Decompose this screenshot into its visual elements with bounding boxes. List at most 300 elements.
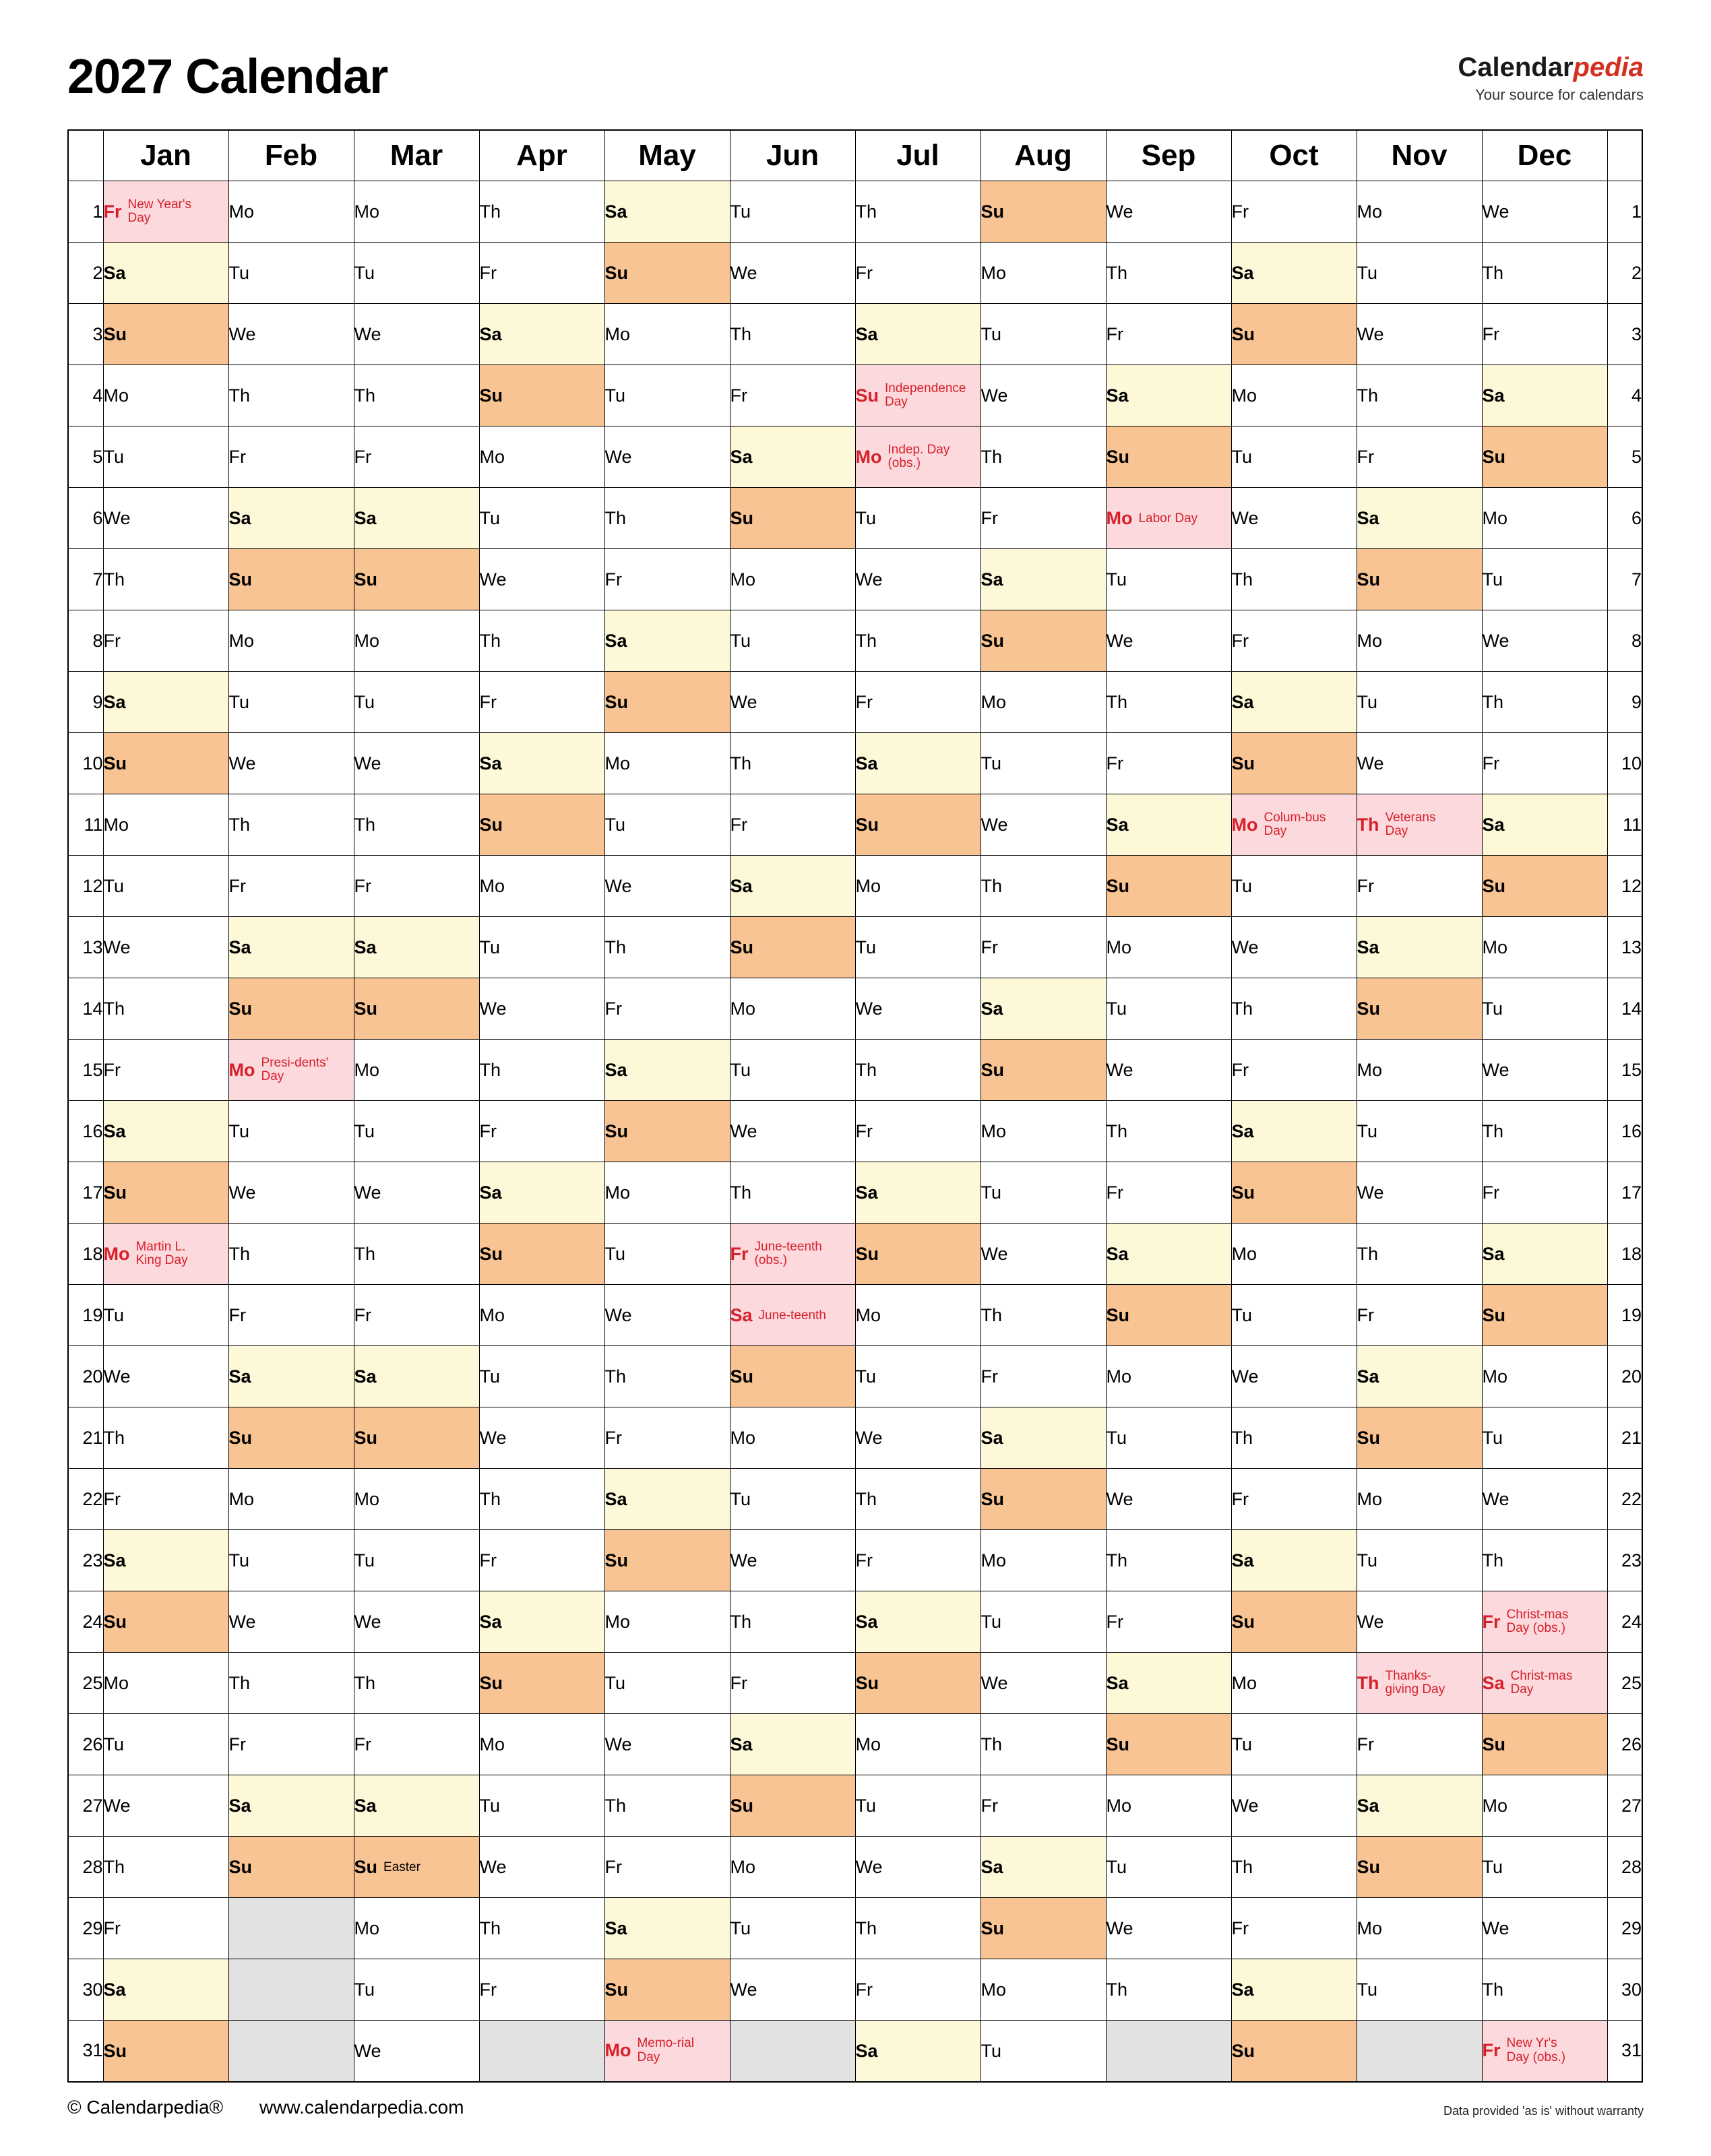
weekday-abbrev: Su: [103, 1612, 127, 1632]
table-row: [68, 549, 1642, 610]
day-cell: [1482, 243, 1607, 304]
day-cell: [604, 1040, 730, 1101]
day-number-right: 24: [1607, 1591, 1642, 1653]
day-cell: [604, 978, 730, 1040]
weekday-abbrev: We: [730, 1550, 757, 1571]
weekday-abbrev: Mo: [604, 753, 631, 774]
day-cell: [981, 1224, 1106, 1285]
holiday-label: Labor Day: [1138, 511, 1198, 526]
day-number-left: 22: [68, 1469, 103, 1530]
day-cell: [981, 1530, 1106, 1591]
day-cell: [103, 181, 228, 243]
weekday-abbrev: Th: [479, 1060, 501, 1081]
day-number-right: 27: [1607, 1775, 1642, 1837]
day-cell: [604, 1530, 730, 1591]
table-row: [68, 610, 1642, 672]
holiday-label: Christ-mas Day: [1510, 1668, 1573, 1697]
weekday-abbrev: Tu: [1106, 1428, 1127, 1449]
weekday-abbrev: Th: [479, 201, 501, 222]
weekday-abbrev: Mo: [354, 1918, 380, 1939]
weekday-abbrev: Fr: [228, 1305, 246, 1326]
weekday-abbrev: We: [1106, 1060, 1133, 1081]
weekday-abbrev: Th: [1231, 998, 1253, 1019]
weekday-abbrev: We: [103, 1366, 131, 1387]
weekday-abbrev: Mo: [1357, 1489, 1383, 1510]
day-cell: [354, 304, 479, 365]
day-cell: [604, 1959, 730, 2021]
weekday-abbrev: Sa: [604, 1060, 627, 1081]
day-cell: [855, 1837, 981, 1898]
weekday-abbrev: Th: [604, 1796, 627, 1816]
weekday-abbrev: Tu: [354, 1121, 375, 1142]
day-number-right: 17: [1607, 1162, 1642, 1224]
day-cell: [103, 1714, 228, 1775]
weekday-abbrev: Su: [479, 815, 503, 835]
weekday-abbrev: Sa: [103, 692, 126, 713]
day-cell: [1482, 1346, 1607, 1407]
weekday-abbrev: Mo: [855, 446, 882, 467]
day-cell: [1482, 1714, 1607, 1775]
weekday-abbrev: Su: [1357, 1428, 1381, 1449]
weekday-abbrev: Tu: [730, 201, 751, 222]
weekday-abbrev: Sa: [981, 1428, 1003, 1449]
day-number-right: 28: [1607, 1837, 1642, 1898]
day-cell: [604, 365, 730, 426]
day-cell: [1357, 1285, 1482, 1346]
day-cell: [479, 672, 604, 733]
weekday-abbrev: Tu: [855, 1366, 877, 1387]
day-cell: [981, 1469, 1106, 1530]
day-number-left: 11: [68, 794, 103, 856]
weekday-abbrev: Tu: [1482, 998, 1503, 1019]
day-cell: [354, 1101, 479, 1162]
day-cell: [103, 610, 228, 672]
weekday-abbrev: Tu: [354, 263, 375, 284]
day-cell: [1482, 2021, 1607, 2082]
day-number-right: 21: [1607, 1407, 1642, 1469]
month-header-apr: Apr: [479, 130, 604, 181]
weekday-abbrev: Fr: [1482, 753, 1499, 774]
day-cell: [855, 243, 981, 304]
weekday-abbrev: Sa: [479, 1182, 502, 1203]
day-cell: [1231, 243, 1357, 304]
weekday-abbrev: Th: [981, 1305, 1003, 1326]
weekday-abbrev: We: [855, 998, 883, 1019]
weekday-abbrev: Su: [855, 815, 879, 835]
weekday-abbrev: Fr: [604, 1428, 622, 1449]
day-number-right: 6: [1607, 488, 1642, 549]
weekday-abbrev: Su: [855, 1673, 879, 1694]
weekday-abbrev: Tu: [604, 1244, 626, 1265]
day-cell: [1106, 610, 1231, 672]
table-row: [68, 1285, 1642, 1346]
weekday-abbrev: Mo: [1482, 1796, 1508, 1816]
day-cell: [479, 1714, 604, 1775]
weekday-abbrev: Th: [1106, 692, 1128, 713]
holiday-label: Martin L. King Day: [135, 1239, 188, 1267]
weekday-abbrev: Su: [604, 692, 629, 713]
day-cell: [1231, 488, 1357, 549]
day-cell: [855, 426, 981, 488]
day-cell: [1231, 672, 1357, 733]
day-number-right: 16: [1607, 1101, 1642, 1162]
day-cell: [228, 1837, 354, 1898]
day-cell: [103, 978, 228, 1040]
day-cell: [228, 733, 354, 794]
weekday-abbrev: Th: [354, 815, 376, 835]
day-cell: [855, 1530, 981, 1591]
day-cell: [981, 1591, 1106, 1653]
day-cell: [1357, 1653, 1482, 1714]
day-cell: [354, 243, 479, 304]
day-cell: [604, 1346, 730, 1407]
day-cell: [479, 1530, 604, 1591]
day-cell: [1357, 426, 1482, 488]
day-cell: [103, 549, 228, 610]
day-cell: [1231, 549, 1357, 610]
day-cell: [1231, 917, 1357, 978]
day-cell: [1231, 1530, 1357, 1591]
day-cell: [981, 1040, 1106, 1101]
weekday-abbrev: Su: [228, 1428, 253, 1449]
weekday-abbrev: We: [1357, 753, 1384, 774]
day-cell: [730, 856, 855, 917]
weekday-abbrev: Fr: [479, 263, 497, 284]
day-cell: [479, 794, 604, 856]
weekday-abbrev: We: [604, 876, 632, 897]
weekday-abbrev: Th: [730, 1612, 752, 1632]
day-cell: [604, 304, 730, 365]
table-row: [68, 426, 1642, 488]
holiday-label: Colum-bus Day: [1264, 810, 1326, 838]
weekday-abbrev: Fr: [855, 1550, 873, 1571]
weekday-abbrev: Tu: [1357, 1121, 1378, 1142]
weekday-abbrev: Th: [855, 1918, 877, 1939]
day-cell: [730, 1101, 855, 1162]
weekday-abbrev: Su: [1106, 876, 1130, 897]
day-cell: [228, 365, 354, 426]
day-cell: [1357, 856, 1482, 917]
day-cell: [855, 1653, 981, 1714]
weekday-abbrev: Th: [479, 1918, 501, 1939]
weekday-abbrev: We: [354, 324, 381, 345]
weekday-abbrev: Sa: [981, 569, 1003, 590]
weekday-abbrev: Th: [1482, 692, 1504, 713]
weekday-abbrev: Mo: [981, 1979, 1007, 2000]
day-cell: [1231, 794, 1357, 856]
weekday-abbrev: Sa: [1106, 1673, 1129, 1694]
day-cell: [1482, 304, 1607, 365]
weekday-abbrev: Fr: [730, 385, 747, 406]
day-cell: [981, 304, 1106, 365]
table-corner-left: [68, 130, 103, 181]
weekday-abbrev: Sa: [604, 1918, 627, 1939]
day-cell: [855, 733, 981, 794]
day-cell: [981, 978, 1106, 1040]
weekday-abbrev: Sa: [981, 1857, 1003, 1878]
weekday-abbrev: Th: [479, 631, 501, 652]
weekday-abbrev: Fr: [855, 263, 873, 284]
weekday-abbrev: Tu: [1482, 569, 1503, 590]
weekday-abbrev: Su: [1482, 1305, 1506, 1326]
weekday-abbrev: Mo: [604, 2040, 631, 2061]
weekday-abbrev: Fr: [1106, 324, 1123, 345]
weekday-abbrev: Mo: [1106, 508, 1133, 529]
weekday-abbrev: Fr: [103, 1060, 121, 1081]
table-row: [68, 1407, 1642, 1469]
day-cell: [981, 243, 1106, 304]
table-row: [68, 856, 1642, 917]
brand-name: [1458, 54, 1644, 81]
weekday-abbrev: Fr: [228, 447, 246, 468]
day-number-left: 26: [68, 1714, 103, 1775]
weekday-abbrev: Mo: [1482, 937, 1508, 958]
day-cell: [103, 1591, 228, 1653]
day-cell: [604, 488, 730, 549]
weekday-abbrev: Su: [103, 1182, 127, 1203]
weekday-abbrev: Mo: [981, 1121, 1007, 1142]
weekday-abbrev: Th: [1482, 263, 1504, 284]
day-cell: [103, 365, 228, 426]
weekday-abbrev: Sa: [479, 1612, 502, 1632]
weekday-abbrev: Sa: [1482, 385, 1505, 406]
day-cell: [855, 181, 981, 243]
day-number-left: 31: [68, 2021, 103, 2082]
day-cell: [855, 2021, 981, 2082]
weekday-abbrev: Tu: [354, 1979, 375, 2000]
weekday-abbrev: Mo: [730, 998, 756, 1019]
day-cell: [479, 1224, 604, 1285]
weekday-abbrev: Fr: [604, 998, 622, 1019]
day-number-left: 21: [68, 1407, 103, 1469]
day-cell: [1482, 1040, 1607, 1101]
day-cell: [1482, 1407, 1607, 1469]
weekday-abbrev: Su: [730, 937, 754, 958]
weekday-abbrev: We: [1231, 1366, 1259, 1387]
day-number-right: 30: [1607, 1959, 1642, 2021]
day-cell: [1357, 1530, 1482, 1591]
day-number-left: 5: [68, 426, 103, 488]
weekday-abbrev: Th: [981, 447, 1003, 468]
day-cell: [981, 181, 1106, 243]
day-cell: [855, 1101, 981, 1162]
day-cell: [103, 856, 228, 917]
day-cell: [1106, 1162, 1231, 1224]
day-cell: [103, 1653, 228, 1714]
day-cell: [730, 672, 855, 733]
day-cell: [1357, 672, 1482, 733]
day-cell: [1106, 1346, 1231, 1407]
day-cell: [981, 733, 1106, 794]
weekday-abbrev: Tu: [103, 1734, 125, 1755]
day-cell: [354, 488, 479, 549]
month-header-feb: Feb: [228, 130, 354, 181]
day-cell: [855, 1591, 981, 1653]
day-cell: [604, 917, 730, 978]
holiday-label: Veterans Day: [1385, 810, 1436, 838]
weekday-abbrev: We: [228, 324, 256, 345]
day-number-right: 20: [1607, 1346, 1642, 1407]
day-cell: [354, 1959, 479, 2021]
day-number-right: 12: [1607, 856, 1642, 917]
weekday-abbrev: Tu: [228, 1121, 250, 1142]
weekday-abbrev: Tu: [981, 1182, 1002, 1203]
day-cell: [1231, 365, 1357, 426]
weekday-abbrev: Th: [1106, 1121, 1128, 1142]
weekday-abbrev: Mo: [228, 1489, 255, 1510]
weekday-abbrev: We: [604, 447, 632, 468]
day-cell: [604, 1101, 730, 1162]
day-number-right: 1: [1607, 181, 1642, 243]
weekday-abbrev: Sa: [981, 998, 1003, 1019]
holiday-label: New Yr's Day (obs.): [1506, 2036, 1566, 2064]
day-cell: [103, 1775, 228, 1837]
day-cell: [1482, 733, 1607, 794]
day-cell: [981, 426, 1106, 488]
day-cell: [1106, 1653, 1231, 1714]
weekday-abbrev: Fr: [1231, 1918, 1249, 1939]
weekday-abbrev: Su: [1231, 2040, 1255, 2061]
day-cell: [1106, 488, 1231, 549]
weekday-abbrev: Th: [479, 1489, 501, 1510]
weekday-abbrev: Fr: [228, 876, 246, 897]
day-cell: [855, 1959, 981, 2021]
weekday-abbrev: Fr: [1357, 876, 1374, 897]
day-cell: [103, 1346, 228, 1407]
day-cell: [604, 733, 730, 794]
day-cell: [479, 1653, 604, 1714]
weekday-abbrev: Mo: [730, 1428, 756, 1449]
day-cell: [479, 1591, 604, 1653]
weekday-abbrev: Tu: [103, 876, 125, 897]
weekday-abbrev: Su: [1482, 876, 1506, 897]
weekday-abbrev: Tu: [1357, 692, 1378, 713]
weekday-abbrev: Su: [855, 385, 879, 406]
day-cell: [1357, 610, 1482, 672]
weekday-abbrev: We: [855, 1857, 883, 1878]
day-cell: [479, 1285, 604, 1346]
day-cell: [1482, 488, 1607, 549]
day-number-left: 9: [68, 672, 103, 733]
day-cell: [981, 1898, 1106, 1959]
day-number-left: 10: [68, 733, 103, 794]
weekday-abbrev: Th: [730, 324, 752, 345]
day-cell: [479, 2021, 604, 2082]
weekday-abbrev: We: [855, 569, 883, 590]
day-cell: [1106, 1959, 1231, 2021]
weekday-abbrev: Mo: [1106, 937, 1132, 958]
weekday-abbrev: Su: [103, 324, 127, 345]
month-header-oct: Oct: [1231, 130, 1357, 181]
weekday-abbrev: We: [981, 385, 1008, 406]
holiday-label: Presi-dents' Day: [261, 1055, 329, 1083]
weekday-abbrev: Tu: [730, 631, 751, 652]
weekday-abbrev: Su: [228, 1857, 253, 1878]
day-cell: [354, 794, 479, 856]
weekday-abbrev: Fr: [1106, 1182, 1123, 1203]
day-cell: [1106, 365, 1231, 426]
weekday-abbrev: Tu: [228, 692, 250, 713]
day-number-left: 20: [68, 1346, 103, 1407]
table-row: [68, 1837, 1642, 1898]
weekday-abbrev: Sa: [228, 1366, 251, 1387]
day-cell: [479, 181, 604, 243]
day-cell: [855, 1162, 981, 1224]
day-cell: [1357, 1162, 1482, 1224]
weekday-abbrev: We: [1357, 1182, 1384, 1203]
day-cell: [730, 917, 855, 978]
weekday-abbrev: Sa: [1106, 815, 1129, 835]
day-cell: [855, 672, 981, 733]
day-cell: [103, 1530, 228, 1591]
weekday-abbrev: Su: [604, 1979, 629, 2000]
day-cell: [479, 1162, 604, 1224]
year-calendar-table: [67, 129, 1643, 2083]
day-cell: [354, 1346, 479, 1407]
weekday-abbrev: Mo: [479, 1734, 505, 1755]
day-cell: [1106, 1775, 1231, 1837]
weekday-abbrev: We: [354, 2040, 381, 2061]
weekday-abbrev: Th: [1357, 1672, 1379, 1693]
day-number-right: 7: [1607, 549, 1642, 610]
weekday-abbrev: Mo: [1231, 814, 1258, 835]
weekday-abbrev: Sa: [1106, 385, 1129, 406]
weekday-abbrev: Mo: [354, 1489, 380, 1510]
day-cell: [855, 978, 981, 1040]
weekday-abbrev: Fr: [1357, 1305, 1374, 1326]
holiday-label: Indep. Day (obs.): [888, 442, 950, 470]
day-cell: [730, 1530, 855, 1591]
month-header-mar: Mar: [354, 130, 479, 181]
weekday-abbrev: Tu: [981, 2040, 1002, 2061]
day-cell: [1106, 1591, 1231, 1653]
day-cell: [354, 672, 479, 733]
weekday-abbrev: Su: [1231, 753, 1255, 774]
weekday-abbrev: Th: [1482, 1121, 1504, 1142]
weekday-abbrev: Tu: [1357, 1550, 1378, 1571]
day-cell: [1231, 1959, 1357, 2021]
page-title: 2027 Calendar: [67, 50, 388, 104]
weekday-abbrev: Sa: [228, 937, 251, 958]
weekday-abbrev: We: [479, 1428, 507, 1449]
day-cell: [1106, 794, 1231, 856]
day-cell: [604, 1714, 730, 1775]
day-cell: [730, 304, 855, 365]
day-cell: [354, 1224, 479, 1285]
weekday-abbrev: Fr: [1482, 1611, 1501, 1632]
table-row: [68, 488, 1642, 549]
day-cell: [604, 1469, 730, 1530]
weekday-abbrev: Mo: [1231, 385, 1257, 406]
weekday-abbrev: Th: [228, 815, 251, 835]
table-row: [68, 1162, 1642, 1224]
day-cell: [981, 794, 1106, 856]
weekday-abbrev: Su: [981, 1918, 1005, 1939]
weekday-abbrev: Mo: [855, 876, 881, 897]
day-cell: [103, 1469, 228, 1530]
weekday-abbrev: Mo: [1482, 1366, 1508, 1387]
day-cell: [354, 1837, 479, 1898]
weekday-abbrev: Fr: [354, 1305, 371, 1326]
weekday-abbrev: Mo: [228, 631, 255, 652]
weekday-abbrev: We: [1482, 1060, 1510, 1081]
month-header-dec: Dec: [1482, 130, 1607, 181]
day-cell: [1106, 549, 1231, 610]
website-url[interactable]: www.calendarpedia.com: [259, 2097, 464, 2118]
holiday-label: Thanks-giving Day: [1385, 1668, 1445, 1697]
day-cell: [730, 1346, 855, 1407]
weekday-abbrev: Fr: [1231, 201, 1249, 222]
